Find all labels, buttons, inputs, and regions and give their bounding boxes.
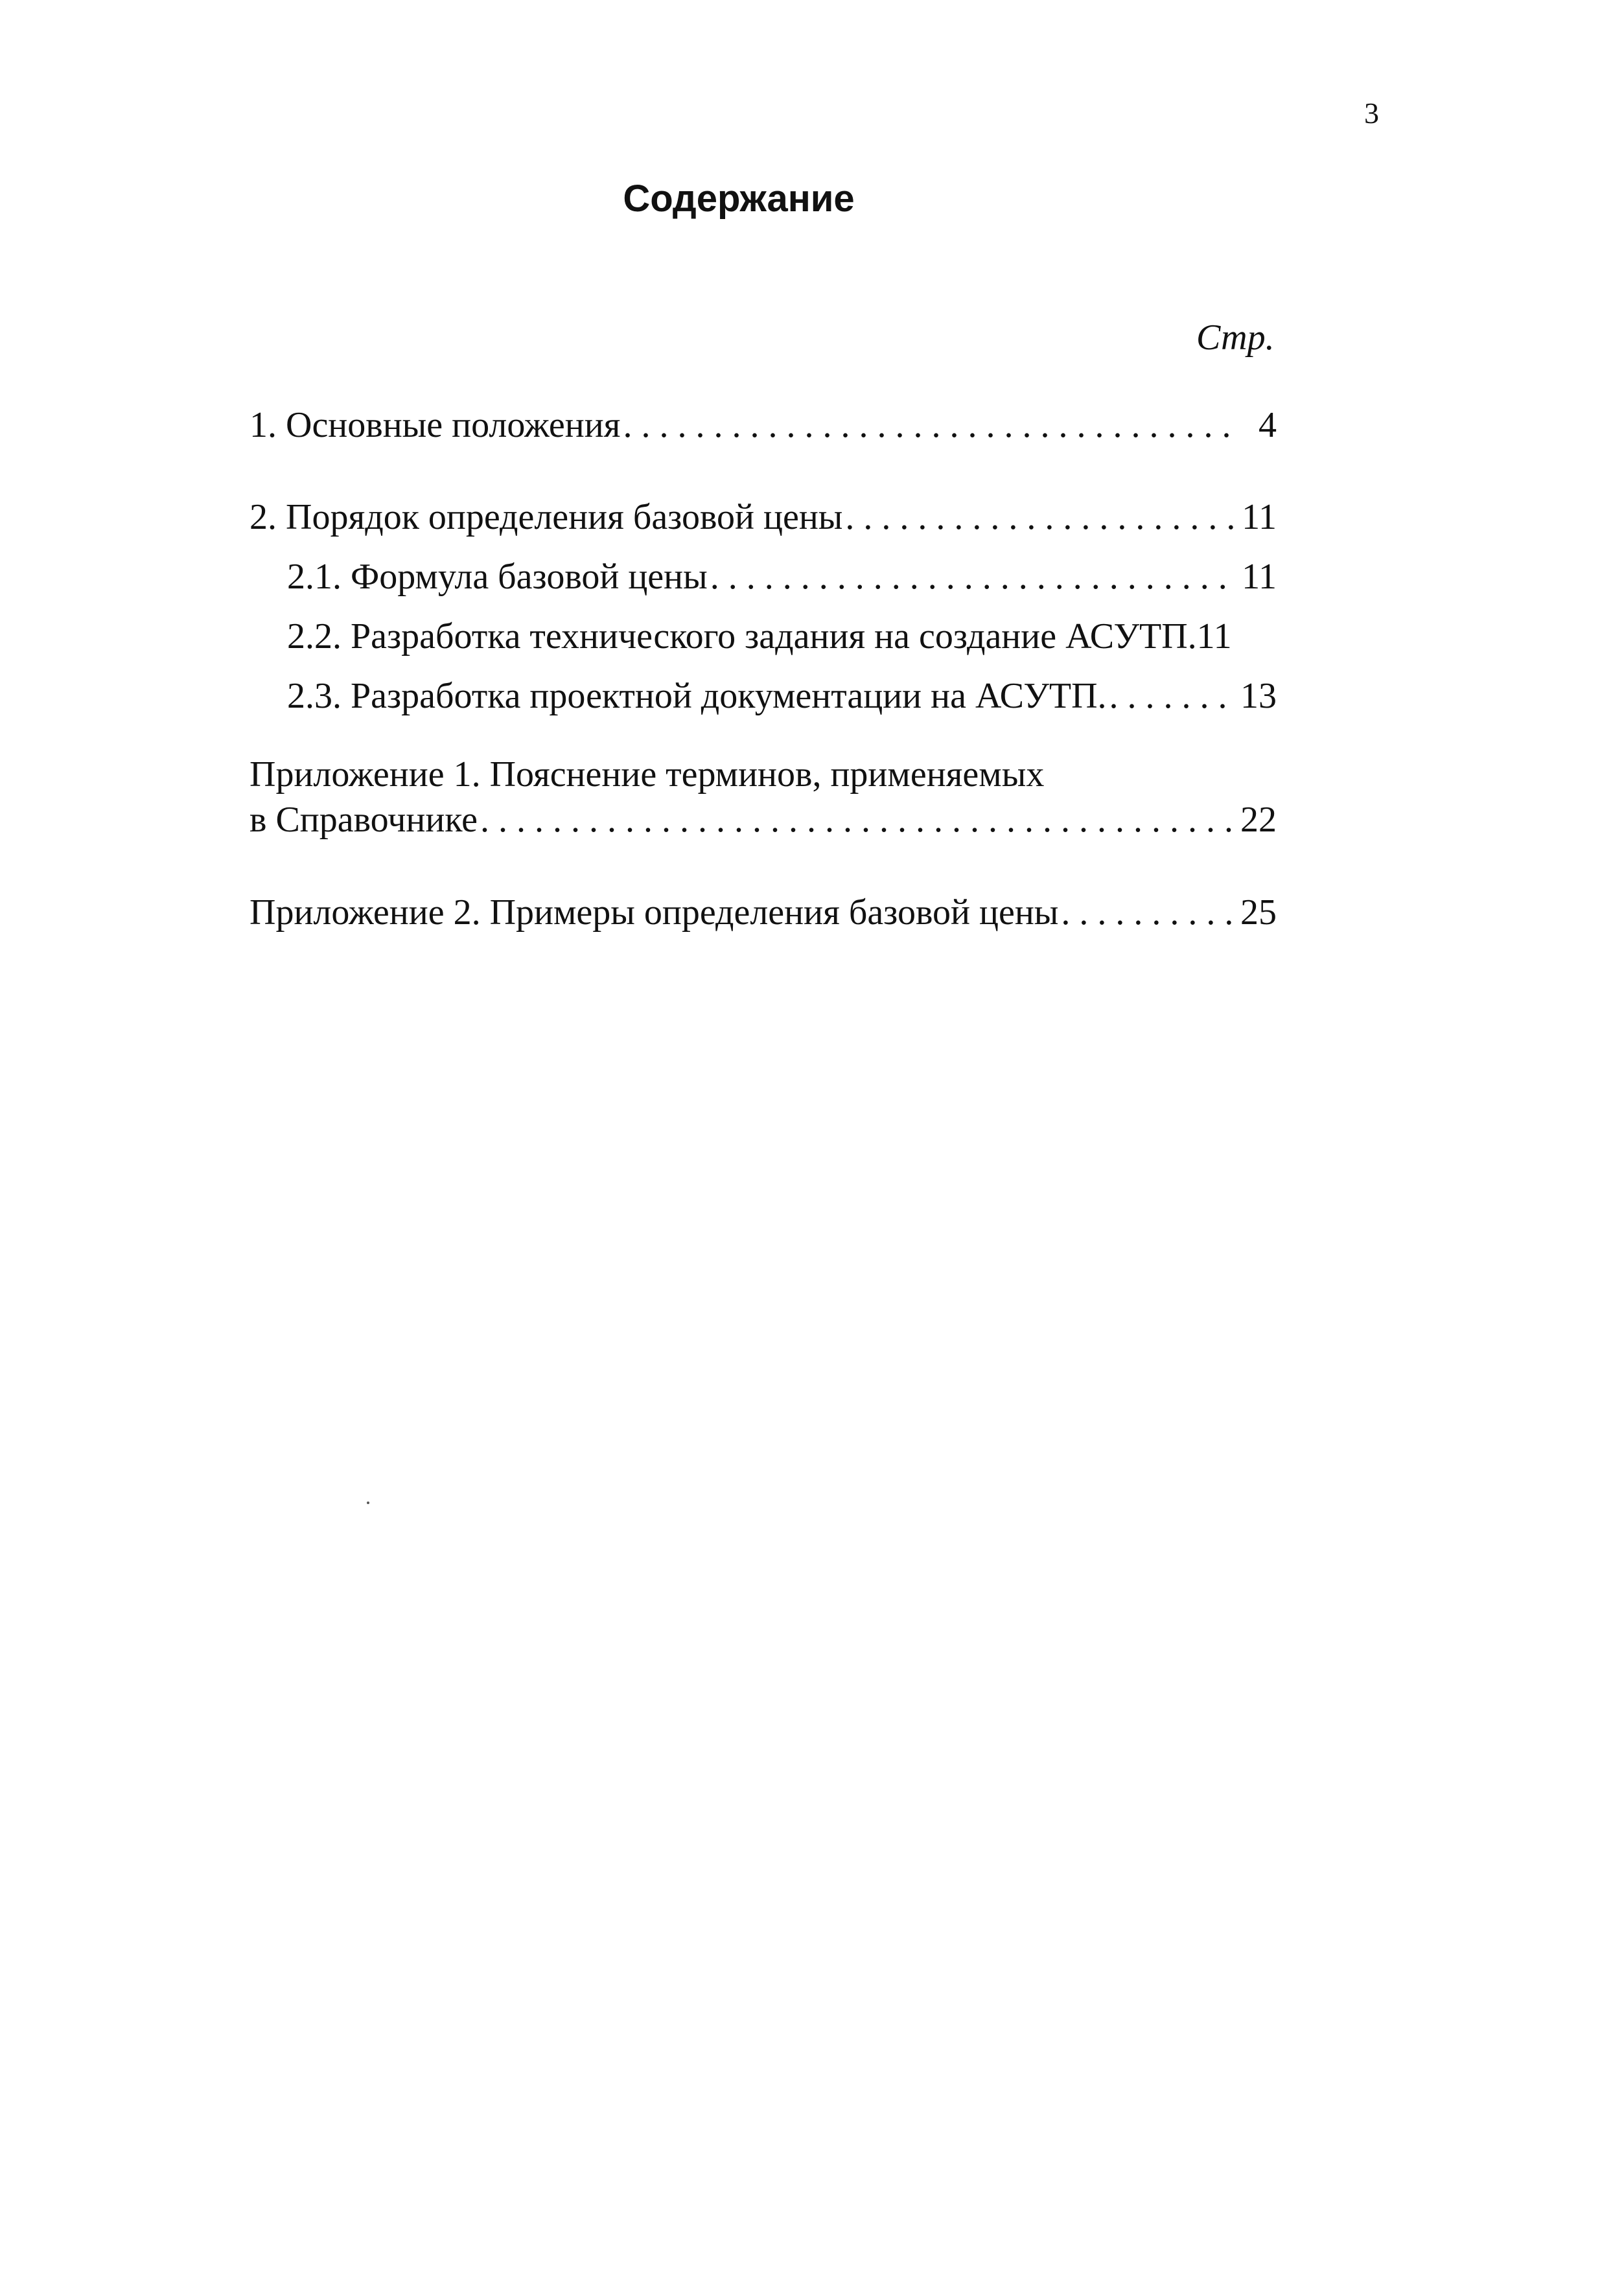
toc-item-2-2[interactable] xyxy=(249,607,1277,666)
toc-item-2-1[interactable] xyxy=(249,547,1277,607)
toc-item-label: Приложение 2. Примеры определения базовой цены xyxy=(249,892,1059,933)
toc-item-page: 13 xyxy=(1240,676,1277,716)
spacer xyxy=(249,842,1277,883)
toc-item-label: 2.1. Формула базовой цены xyxy=(287,557,708,597)
dot-leader xyxy=(1061,883,1235,942)
dot-leader xyxy=(1109,666,1235,726)
page-number: 3 xyxy=(1364,97,1379,130)
toc-item-1[interactable] xyxy=(249,395,1277,455)
toc-appendix-1[interactable] xyxy=(249,797,1277,842)
scan-speck xyxy=(367,1502,369,1504)
toc-item-label: 1. Основные положения xyxy=(249,405,621,445)
dot-leader xyxy=(845,487,1235,547)
dot-leader xyxy=(710,547,1235,607)
toc-item-page: 25 xyxy=(1240,892,1277,933)
page-title: Содержание xyxy=(623,178,855,220)
toc-item-label: 2.2. Разработка технического задания на создание АСУТП. xyxy=(287,616,1197,656)
toc-item-2-3[interactable] xyxy=(249,666,1277,726)
pages-column-header: Стр. xyxy=(1196,318,1275,358)
toc-item-label: в Справочнике xyxy=(249,800,478,840)
spacer xyxy=(249,726,1277,752)
dot-leader xyxy=(623,395,1235,455)
spacer xyxy=(249,455,1277,487)
toc-item-page: 11 xyxy=(1196,616,1232,656)
toc-item-label: 2.3. Разработка проектной документации на АСУТП. xyxy=(287,676,1107,716)
dot-leader xyxy=(480,797,1235,842)
toc-appendix-2[interactable] xyxy=(249,883,1277,942)
toc-item-2[interactable] xyxy=(249,487,1277,547)
toc-appendix-1-line-1[interactable]: Приложение 1. Пояснение терминов, применяемых xyxy=(249,754,1045,795)
toc-item-label: 2. Порядок определения базовой цены xyxy=(249,497,843,537)
toc-item-page: 22 xyxy=(1240,800,1277,840)
table-of-contents xyxy=(249,395,1277,942)
toc-item-page: 11 xyxy=(1242,557,1277,597)
toc-item-page: 11 xyxy=(1242,497,1277,537)
toc-item-page: 4 xyxy=(1259,405,1277,445)
